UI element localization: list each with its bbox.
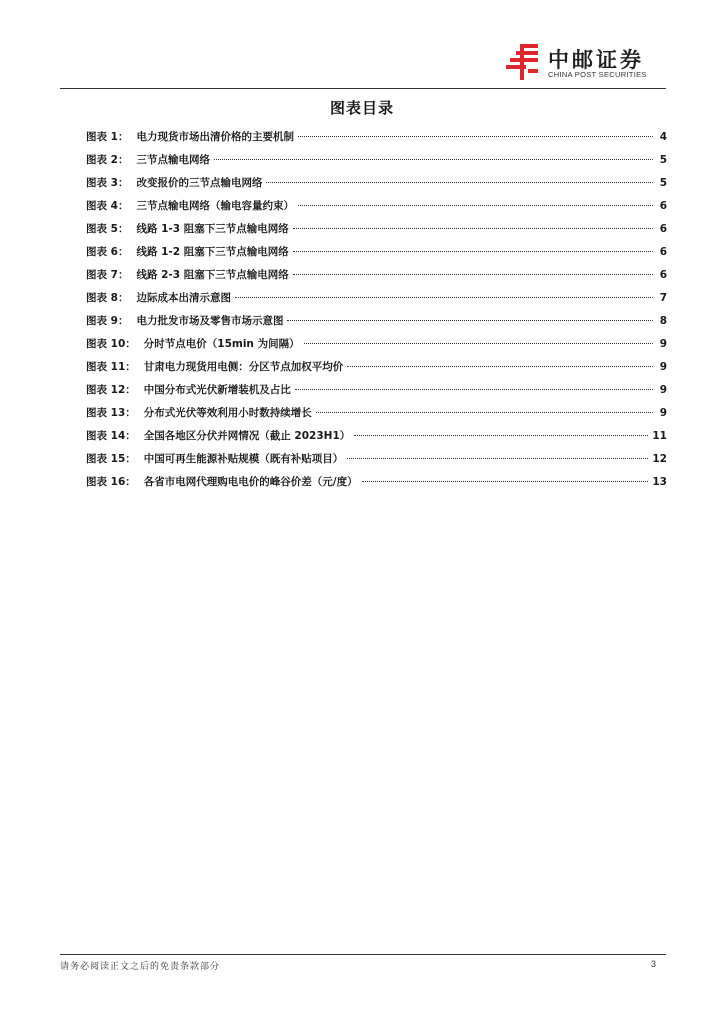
- toc-entry-number: 图表 15：: [86, 453, 136, 465]
- toc-dot-leader: [235, 297, 653, 298]
- toc-entry-title: 线路 1-3 阻塞下三节点输电网络: [136, 223, 289, 235]
- toc-entry-title: 三节点输电网络（输电容量约束）: [136, 200, 294, 212]
- toc-entry-number: 图表 6：: [86, 246, 129, 258]
- toc-entry-title: 各省市电网代理购电电价的峰谷价差（元/度）: [143, 476, 358, 488]
- toc-entry[interactable]: [86, 129, 667, 152]
- toc-entry[interactable]: [86, 267, 667, 290]
- toc-entry[interactable]: [86, 336, 667, 359]
- toc-entry-number: 图表 7：: [86, 269, 129, 281]
- toc-dot-leader: [347, 366, 653, 367]
- toc-entry-number: 图表 16：: [86, 476, 136, 488]
- toc-dot-leader: [354, 435, 648, 436]
- toc-entry-page: 9: [659, 361, 667, 373]
- toc-dot-leader: [293, 274, 653, 275]
- company-logo: [506, 44, 666, 84]
- toc-entry[interactable]: [86, 198, 667, 221]
- toc-entry-title: 电力现货市场出清价格的主要机制: [136, 131, 294, 143]
- toc-entry-title: 电力批发市场及零售市场示意图: [136, 315, 284, 327]
- toc-entry-title: 甘肃电力现货用电侧：分区节点加权平均价: [143, 361, 344, 373]
- toc-title: 图表目录: [329, 99, 394, 117]
- toc-entry-number: 图表 9：: [86, 315, 129, 327]
- toc-entry-page: 12: [652, 453, 667, 465]
- logo-chinese-name: 中邮证券: [548, 48, 644, 72]
- toc-entry-title: 中国分布式光伏新增装机及占比: [143, 384, 291, 396]
- toc-entry[interactable]: [86, 359, 667, 382]
- toc-dot-leader: [316, 412, 653, 413]
- toc-entry-page: 9: [659, 384, 667, 396]
- toc-dot-leader: [362, 481, 649, 482]
- toc-entry-title: 改变报价的三节点输电网络: [136, 177, 263, 189]
- toc-entry[interactable]: [86, 405, 667, 428]
- toc-entry-page: 6: [659, 223, 667, 235]
- toc-entry-page: 6: [659, 200, 667, 212]
- toc-entry-number: 图表 4：: [86, 200, 129, 212]
- toc-entry-number: 图表 2：: [86, 154, 129, 166]
- toc-list: [86, 129, 667, 497]
- toc-entry-number: 图表 13：: [86, 407, 136, 419]
- toc-entry-title: 边际成本出清示意图: [136, 292, 231, 304]
- toc-entry[interactable]: [86, 290, 667, 313]
- toc-entry-title: 线路 2-3 阻塞下三节点输电网络: [136, 269, 289, 281]
- toc-entry-page: 5: [659, 154, 667, 166]
- toc-entry[interactable]: [86, 382, 667, 405]
- toc-entry-title: 线路 1-2 阻塞下三节点输电网络: [136, 246, 289, 258]
- toc-entry[interactable]: [86, 152, 667, 175]
- toc-dot-leader: [293, 228, 653, 229]
- toc-dot-leader: [214, 159, 653, 160]
- footer-disclaimer: 请务必阅读正文之后的免责条款部分: [60, 962, 221, 972]
- toc-entry-number: 图表 10：: [86, 338, 136, 350]
- toc-dot-leader: [298, 205, 653, 206]
- toc-entry-number: 图表 5：: [86, 223, 129, 235]
- toc-dot-leader: [347, 458, 648, 459]
- china-post-logo-icon: [506, 44, 540, 80]
- toc-entry[interactable]: [86, 244, 667, 267]
- toc-dot-leader: [266, 182, 653, 183]
- toc-dot-leader: [293, 251, 653, 252]
- toc-entry-page: 6: [659, 246, 667, 258]
- toc-entry[interactable]: [86, 474, 667, 497]
- toc-entry[interactable]: [86, 221, 667, 244]
- toc-entry-number: 图表 12：: [86, 384, 136, 396]
- toc-dot-leader: [304, 343, 653, 344]
- toc-entry-title: 中国可再生能源补贴规模（既有补贴项目）: [143, 453, 344, 465]
- toc-entry-number: 图表 3：: [86, 177, 129, 189]
- page-header: [60, 44, 666, 89]
- toc-entry-page: 9: [659, 338, 667, 350]
- toc-entry-page: 13: [652, 476, 667, 488]
- toc-entry[interactable]: [86, 451, 667, 474]
- toc-entry-title: 三节点输电网络: [136, 154, 210, 166]
- toc-entry-number: 图表 8：: [86, 292, 129, 304]
- toc-entry[interactable]: [86, 175, 667, 198]
- logo-english-name: CHINA POST SECURITIES: [548, 70, 647, 79]
- toc-entry-number: 图表 11：: [86, 361, 136, 373]
- toc-entry-title: 全国各地区分伏并网情况（截止 2023H1）: [143, 430, 351, 442]
- toc-entry-page: 8: [659, 315, 667, 327]
- toc-dot-leader: [298, 136, 653, 137]
- toc-dot-leader: [295, 389, 653, 390]
- page-footer: [60, 954, 666, 973]
- toc-entry-title: 分布式光伏等效利用小时数持续增长: [143, 407, 312, 419]
- toc-entry-page: 7: [659, 292, 667, 304]
- toc-dot-leader: [287, 320, 653, 321]
- toc-entry-number: 图表 1：: [86, 131, 129, 143]
- footer-page-number: 3: [650, 959, 656, 969]
- toc-entry-title: 分时节点电价（15min 为间隔）: [143, 338, 300, 350]
- toc-entry-page: 5: [659, 177, 667, 189]
- toc-entry[interactable]: [86, 428, 667, 451]
- toc-entry-number: 图表 14：: [86, 430, 136, 442]
- toc-entry-page: 4: [659, 131, 667, 143]
- toc-entry-page: 9: [659, 407, 667, 419]
- toc-entry[interactable]: [86, 313, 667, 336]
- toc-entry-page: 11: [652, 430, 667, 442]
- toc-entry-page: 6: [659, 269, 667, 281]
